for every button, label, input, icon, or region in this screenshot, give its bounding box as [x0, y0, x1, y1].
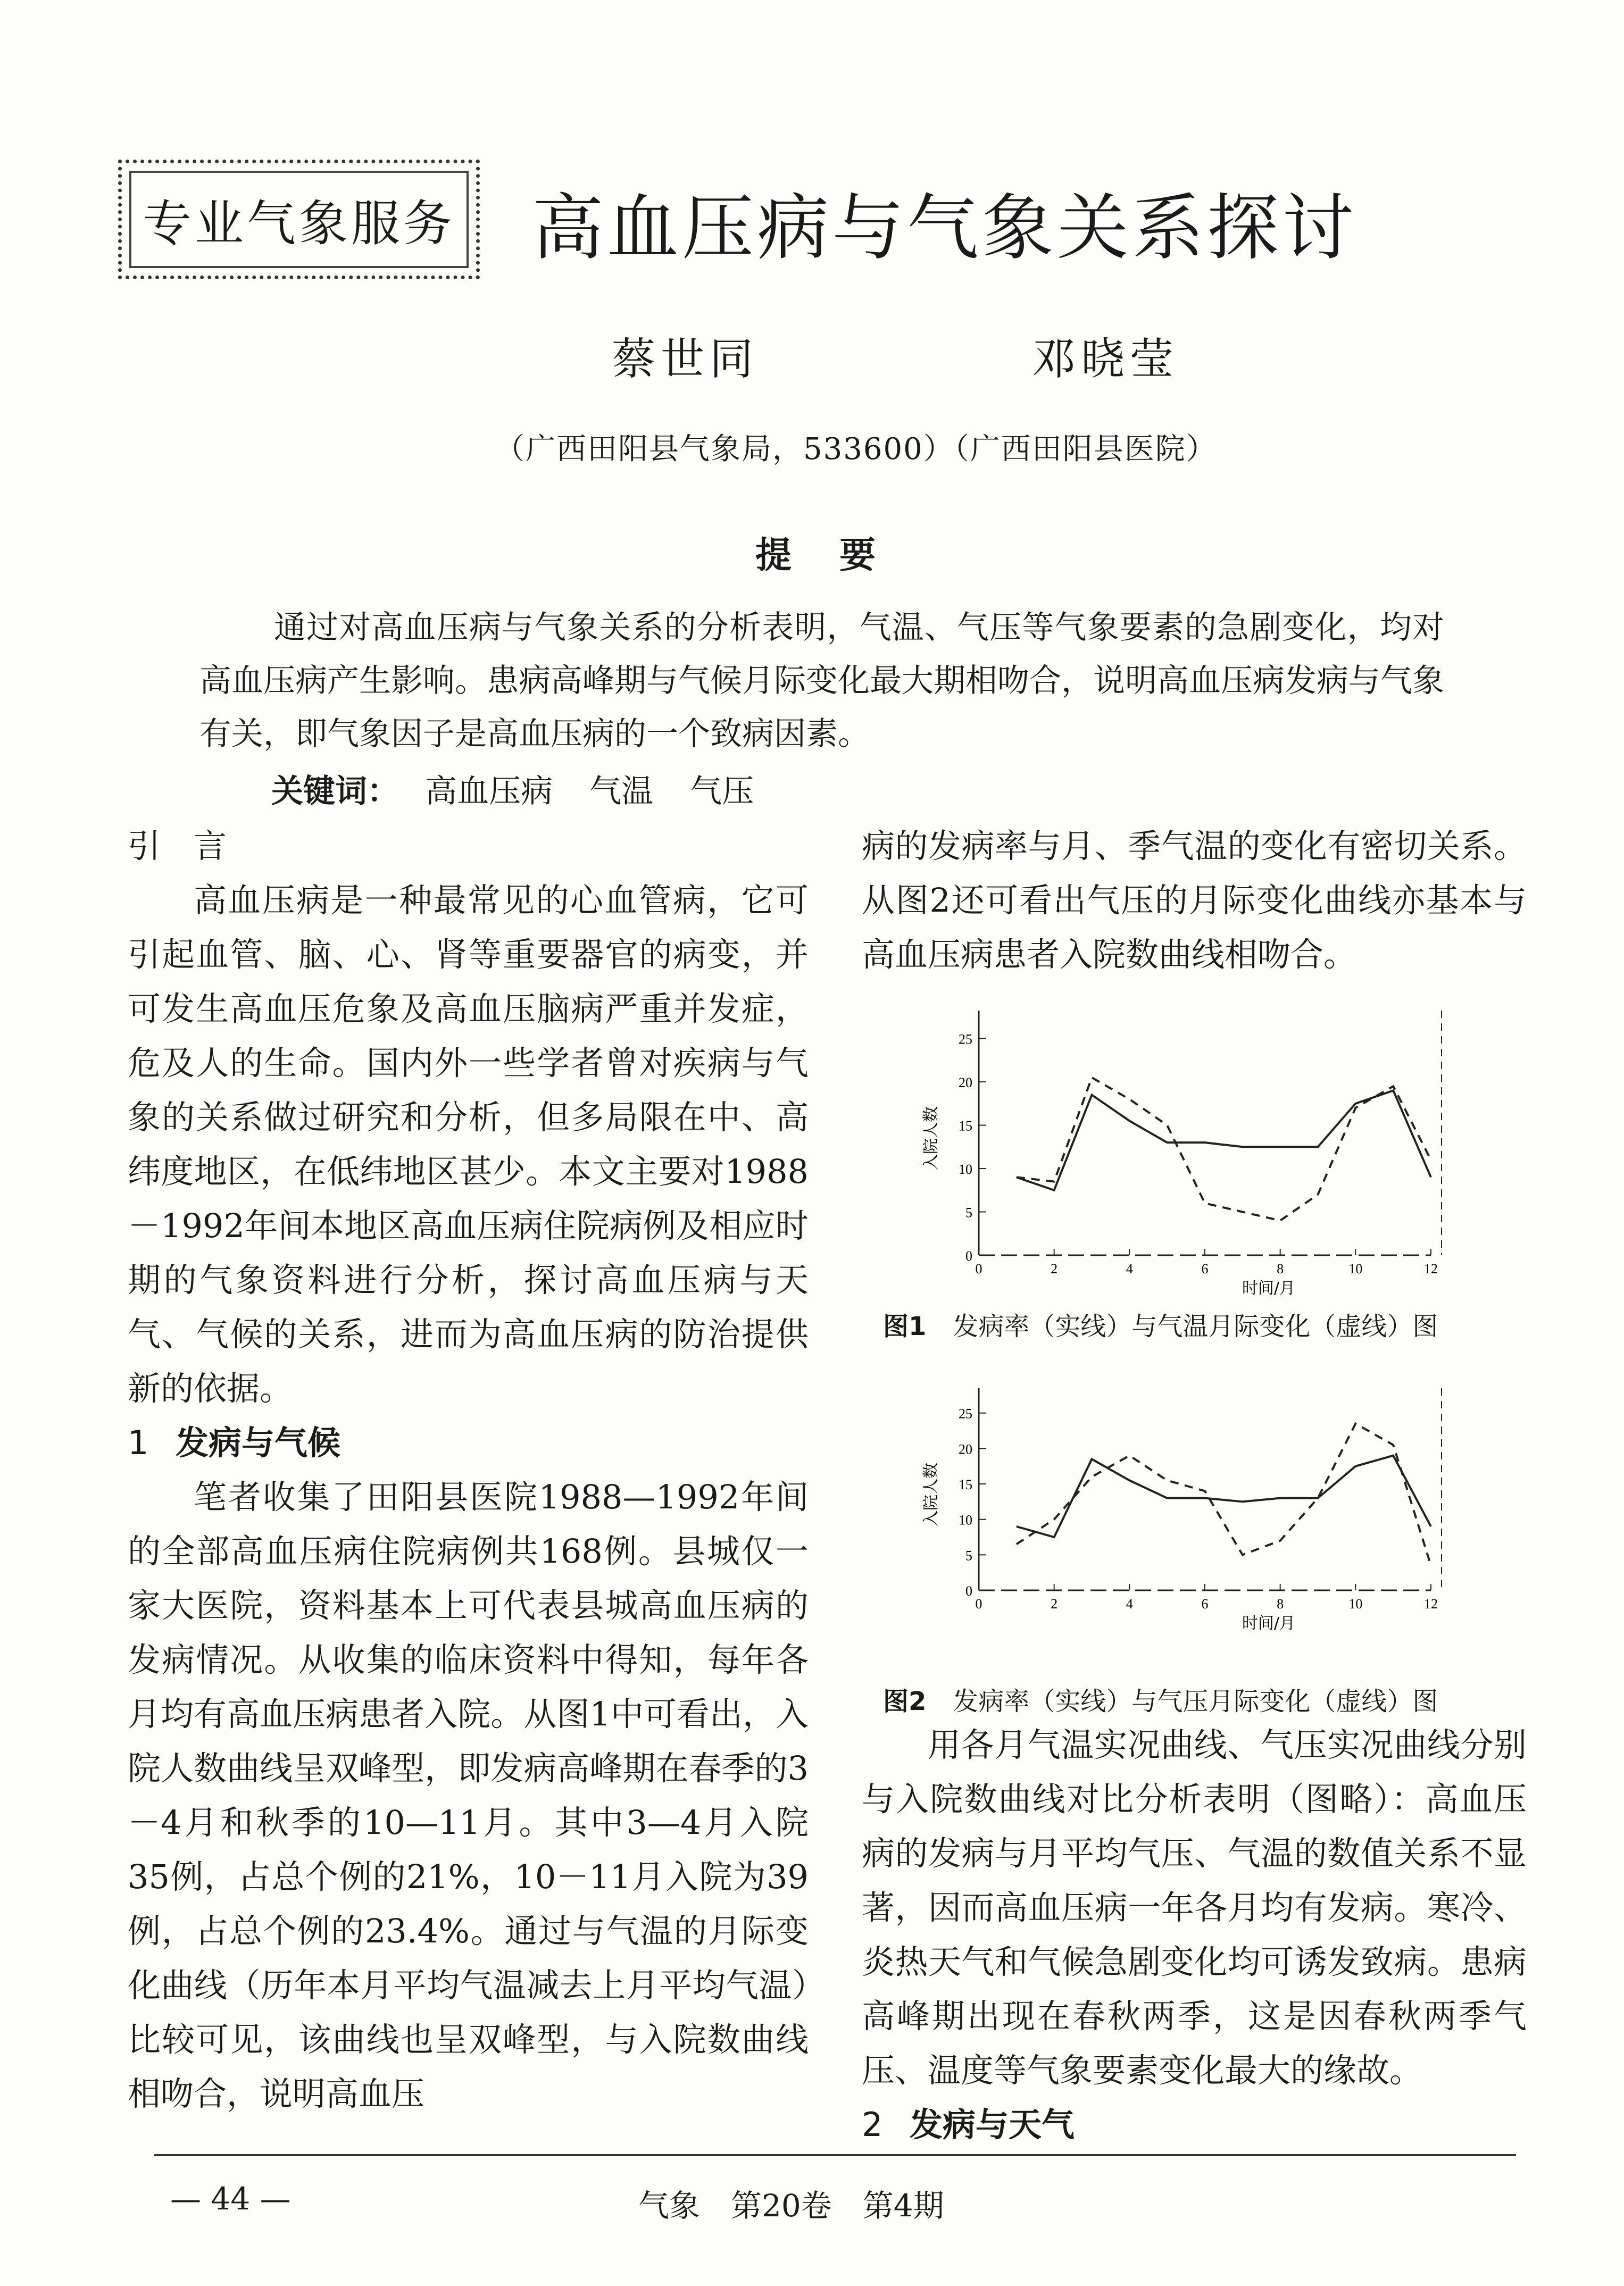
journal-info: 气象 第20卷 第4期 [638, 2188, 944, 2224]
fig1-x-tick-label: 0 [975, 1261, 982, 1277]
article-title: 高血压病与气象关系探讨 [532, 186, 1357, 270]
fig1-y-tick-label: 0 [965, 1248, 972, 1264]
fig1-x-tick-label: 10 [1348, 1261, 1363, 1277]
fig2-y-tick-label: 5 [965, 1548, 972, 1564]
author-2: 邓晓莹 [1032, 334, 1179, 385]
page-number: — 44 — [170, 2181, 291, 2217]
section2-title: 发病与天气 [910, 2105, 1075, 2144]
figure-1-caption [883, 1306, 1438, 1342]
fig1-x-label: 时间/月 [1242, 1279, 1296, 1298]
fig1-x-tick-label: 4 [1126, 1261, 1133, 1277]
figure-2-caption [883, 1681, 1438, 1717]
fig1-x-tick-label: 12 [1424, 1261, 1438, 1277]
fig2-x-tick-label: 6 [1201, 1596, 1209, 1612]
section1-paragraph: 笔者收集了田阳县医院1988—1992年间的全部高血压病住院病例共168例。县城仅一家大医院，资料基本上可代表县城高血压病的发病情况。从收集的临床资料中得知，每年各月均有高血压病患者入院。从图1中可看出，入院人数曲线呈双峰型，即发病高峰期在春季的3－4月和秋季的10—11月。其中3—4月入院35例，占总个例的21%，10－11月入院为39例，占总个例的23.4%。通过与气温的月际变化曲线（历年本月平均气温减去上月平均气温）比较可见，该曲线也呈双峰型，与入院数曲线相吻合，说明高血压 [128, 1478, 809, 2113]
fig1-x-tick-label: 2 [1051, 1261, 1058, 1277]
figure-2-label: 图2 [883, 1687, 927, 1716]
fig2-x-tick-label: 0 [975, 1596, 982, 1612]
fig2-x-tick-label: 8 [1277, 1596, 1284, 1612]
fig2-y-tick-label: 15 [959, 1477, 972, 1492]
fig2-x-tick-label: 4 [1126, 1596, 1133, 1612]
fig1-x-tick-label: 6 [1201, 1261, 1209, 1277]
abstract-text: 通过对高血压病与气象关系的分析表明，气温、气压等气象要素的急剧变化，均对高血压病产生影响。患病高峰期与气候月际变化最大期相吻合，说明高血压病发病与气象有关，即气象因子是高血压病的一个致病因素。 [199, 609, 1444, 753]
fig2-y-tick-label: 10 [959, 1512, 972, 1528]
fig1-x-tick-label: 8 [1277, 1261, 1284, 1277]
left-column [128, 819, 809, 2121]
fig2-series-dashed-line [1017, 1424, 1431, 1566]
fig2-y-tick-label: 25 [959, 1406, 972, 1422]
figure-1-chart [915, 1000, 1479, 1298]
fig2-x-tick-label: 2 [1051, 1596, 1058, 1612]
fig2-x-tick-label: 12 [1424, 1596, 1438, 1612]
section1-heading [128, 1416, 809, 1470]
section1-number: 1 [128, 1423, 149, 1462]
fig1-series-solid-line [1017, 1090, 1431, 1190]
footer-rule [154, 2154, 1516, 2156]
figure-2 [915, 1378, 1479, 1633]
affiliations: （广西田阳县气象局，533600）（广西田阳县医院） [495, 432, 1217, 466]
fig1-y-tick-label: 25 [959, 1031, 972, 1047]
fig2-x-tick-label: 10 [1348, 1596, 1363, 1612]
right-column-top [862, 819, 1527, 982]
figure-1-caption-text: 发病率（实线）与气温月际变化（虚线）图 [953, 1312, 1438, 1341]
fig2-y-tick-label: 0 [965, 1583, 972, 1599]
right-paragraph-top: 病的发病率与月、季气温的变化有密切关系。从图2还可看出气压的月际变化曲线亦基本与高血压病患者入院数曲线相吻合。 [862, 827, 1527, 974]
figure-1 [915, 1000, 1479, 1298]
intro-paragraph: 高血压病是一种最常见的心血管病，它可引起血管、脑、心、肾等重要器官的病变，并可发生高血压危象及高血压脑病严重并发症，危及人的生命。国内外一些学者曾对疾病与气象的关系做过研究和分析，但多局限在中、高纬度地区，在低纬地区甚少。本文主要对1988－1992年间本地区高血压病住院病例及相应时期的气象资料进行分析，探讨高血压病与天气、气候的关系，进而为高血压病的防治提供新的依据。 [128, 881, 809, 1408]
right-column-bottom [862, 1718, 1527, 2152]
abstract-heading: 提要 [755, 534, 924, 577]
section1-title: 发病与气候 [176, 1423, 341, 1462]
fig2-y-tick-label: 20 [959, 1441, 972, 1457]
fig1-y-tick-label: 15 [959, 1118, 972, 1134]
fig1-y-label: 入院人数 [922, 1106, 940, 1170]
column-badge-label: 专业气象服务 [142, 195, 455, 252]
fig1-y-tick-label: 10 [959, 1162, 972, 1178]
keyword-2: 气温 [589, 773, 654, 810]
section2-heading [862, 2098, 1527, 2152]
figure-1-label: 图1 [883, 1312, 927, 1341]
fig1-y-tick-label: 20 [959, 1075, 972, 1091]
keyword-1: 高血压病 [425, 773, 553, 810]
fig2-x-label: 时间/月 [1242, 1614, 1296, 1633]
column-badge [118, 160, 480, 279]
intro-heading: 引 言 [128, 827, 227, 865]
keywords [271, 766, 780, 812]
fig1-y-tick-label: 5 [965, 1205, 972, 1221]
fig2-y-label: 入院人数 [922, 1463, 940, 1526]
figure-2-caption-text: 发病率（实线）与气压月际变化（虚线）图 [953, 1687, 1438, 1716]
section2-number: 2 [862, 2105, 883, 2144]
keyword-3: 气压 [690, 773, 754, 810]
right-paragraph-bottom: 用各月气温实况曲线、气压实况曲线分别与入院数曲线对比分析表明（图略）：高血压病的发病与月平均气压、气温的数值关系不显著，因而高血压病一年各月均有发病。寒冷、炎热天气和气候急剧变化均可诱发致病。患病高峰期出现在春秋两季，这是因春秋两季气压、温度等气象要素变化最大的缘故。 [862, 1725, 1527, 2090]
keywords-label: 关键词： [271, 773, 399, 810]
figure-2-chart [915, 1378, 1479, 1633]
author-1: 蔡世同 [612, 334, 759, 385]
